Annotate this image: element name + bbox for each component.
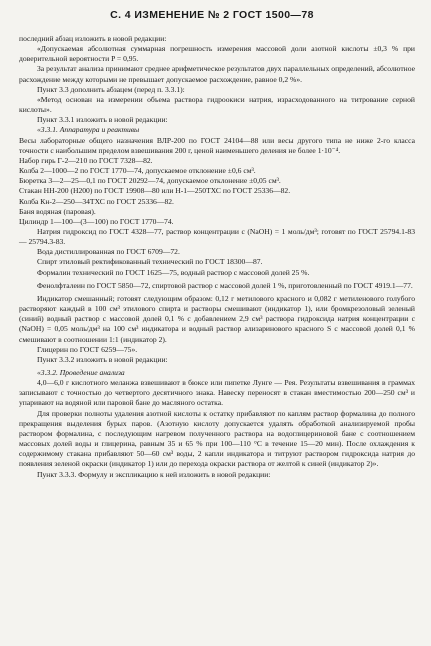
paragraph: Натрия гидроксид по ГОСТ 4328—77, раствор концентрации с (NaOH) = 1 моль/дм³; готовят по ГОСТ 25794.1-83 — 25794.3-83. <box>19 226 415 247</box>
paragraph: 4,0—6,0 г кислотного меланжа взвешивают в бюксе или пипетке Лунге — Рея. Результаты взвешивания в граммах записывают с точностью до четвертого десятичного знака. Навеску переносят в стакан вместимостью 200—250 см³ и упаривают на водяной или паровой бане до масляного остатка. <box>19 378 415 408</box>
paragraph: Формалин технический по ГОСТ 1625—75, водный раствор с массовой долей 25 %. <box>37 267 310 277</box>
paragraph: Пункт 3.3.3. Формулу и экспликацию к ней изложить в новой редакции: <box>37 469 271 479</box>
paragraph: последний абзац изложить в новой редакции: <box>19 34 167 43</box>
section-heading: «3.3.2. Проведение анализа <box>37 368 125 377</box>
paragraph: Стакан НН-200 (Н200) по ГОСТ 19908—80 или Н-1—250ТХС по ГОСТ 25336—82. <box>19 186 291 196</box>
paragraph: «Метод основан на измерении объема раствора гидроокиси натрия, израсходованного на титрование серной кислоты». <box>19 94 415 115</box>
paragraph: Спирт этиловый ректификованный технический по ГОСТ 18300—87. <box>37 257 263 267</box>
paragraph: Колба 2—1000—2 по ГОСТ 1770—74, допускаемое отклонение ±0,6 см³. <box>19 166 256 176</box>
paragraph: Бюретка 3—2—25—0,1 по ГОСТ 20292—74, допускаемое отклонение ±0,05 см³. <box>19 176 281 186</box>
paragraph: Вода дистиллированная по ГОСТ 6709—72. <box>37 247 180 257</box>
paragraph: Глицерин по ГОСТ 6259—75». <box>37 344 138 354</box>
paragraph: Весы лабораторные общего назначения ВЛР-200 по ГОСТ 24104—88 или весы другого типа не ниже 2-го класса точности с наибольшим пределом взвешивания 200 г, ценой наименьшего деления не более 1·10⁻⁴. <box>19 135 415 155</box>
paragraph: Пункт 3.3.2 изложить в новой редакции: <box>37 354 168 364</box>
paragraph: Пункт 3.3 дополнить абзацем (перед п. 3.3.1): <box>37 84 185 94</box>
document-body <box>19 34 415 480</box>
paragraph: Колба Кн-2—250—34ТХС по ГОСТ 25336—82. <box>19 196 174 206</box>
paragraph: Цилиндр 1—100—(3—100) по ГОСТ 1770—74. <box>19 216 174 226</box>
paragraph: Для проверки полноты удаления азотной кислоты к остатку прибавляют по каплям раствор формалина до полного прекращения выделения бурых паров. (Азотную кислоту допускается удалять обработкой анализируемой пробы раствором формалина, с последующим нагревом полученного раствора на водоглицериновой бане с соотношением массовых долей воды и глицерина, равным 35 и 65 % при 100—110 °С в течение 15—20 мин). После охлаждения к содержимому стакана прибавляют 50—60 см³ воды, 2 капли индикатора и титруют раствором гидроксида натрия до появления зеленой окраски (индикатор 1) или до перехода окраски раствора от желтой к синей (индикатор 2)». <box>19 408 415 469</box>
paragraph: Набор гирь Г-2—210 по ГОСТ 7328—82. <box>19 155 153 165</box>
page-header: С. 4 ИЗМЕНЕНИЕ № 2 ГОСТ 1500—78 <box>110 9 314 21</box>
paragraph: Индикатор смешанный; готовят следующим образом: 0,12 г метилового красного и 0,082 г метиленового голубого растворяют каждый в 100 см³ этилового спирта и растворы смешивают (индикатор 1), или бромкрезоловый зеленый (синий) водный раствор с массовой долей 0,1 % с добавлением 2,9 см³ раствора гидроксида натрия концентрации с (NaOH) = 0,05 моль/дм³ на 100 см³ индикатора и водный раствор ализаринового красного S с массовой долей 0,1 % смешивают в соотношении 1:1 (индикатор 2). <box>19 293 415 344</box>
paragraph: За результат анализа принимают среднее арифметическое результатов двух параллельных определений, абсолютное расхождение между которыми не превышает допускаемое расхождение, равное 0,2 %». <box>19 64 415 84</box>
paragraph: Фенолфталеин по ГОСТ 5850—72, спиртовой раствор с массовой долей 1 %, приготовленный по ГОСТ 4919.1—77. <box>37 280 413 290</box>
paragraph: Баня водяная (паровая). <box>19 206 96 216</box>
section-heading: «3.3.1. Аппаратура и реактивы <box>37 125 140 135</box>
paragraph: Пункт 3.3.1 изложить в новой редакции: <box>37 115 168 125</box>
paragraph: «Допускаемая абсолютная суммарная погрешность измерения массовой доли азотной кислоты ±0,3 % при доверительной вероятности P = 0,95. <box>19 44 415 64</box>
